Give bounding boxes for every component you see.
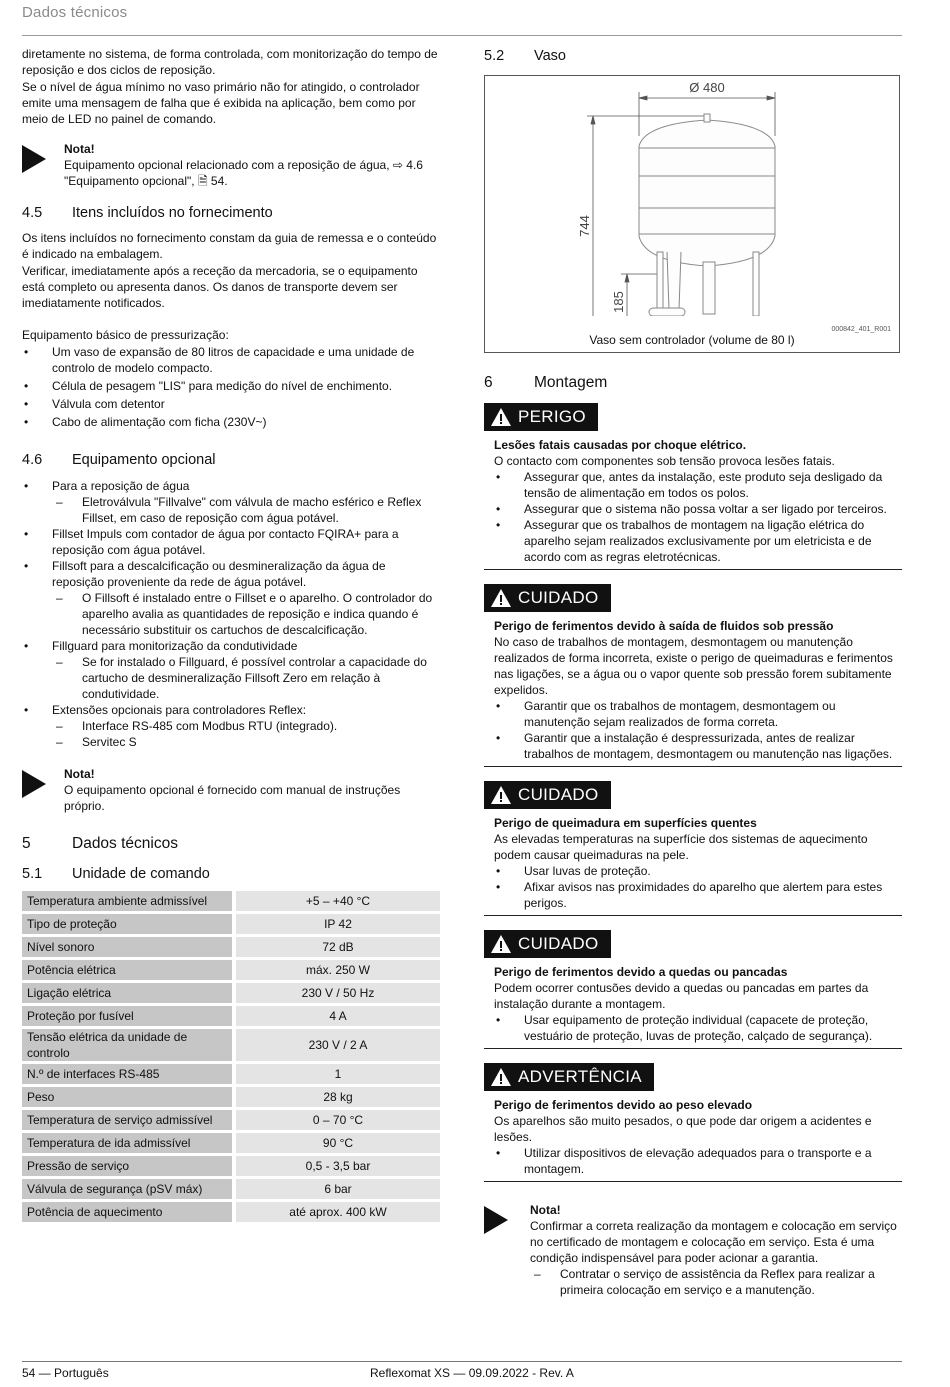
spec-value: 0 – 70 °C — [236, 1110, 440, 1130]
spec-label: Temperatura de serviço admissível — [22, 1110, 232, 1130]
note-box-1 — [22, 141, 440, 189]
hazard-title: Perigo de ferimentos devido a quedas ou pancadas — [494, 965, 788, 979]
hazard-text: No caso de trabalhos de montagem, desmontagem ou manutenção realizados de forma incorreta, existe o perigo de queimaduras e ferimentos nas ligações, se a água ou o vapor quente sob pressão forem subitamente expelidos. — [494, 635, 893, 697]
spec-value: 4 A — [236, 1006, 440, 1026]
hazard-badge: PERIGO — [484, 403, 598, 431]
spec-value: +5 – +40 °C — [236, 891, 440, 911]
spec-label: Tipo de proteção — [22, 914, 232, 934]
spec-label: Tensão elétrica da unidade de controlo — [22, 1029, 232, 1061]
hazard-warning-weight — [484, 1063, 902, 1182]
hazard-badge: CUIDADO — [484, 584, 611, 612]
running-header: Dados técnicos — [22, 4, 128, 21]
spec-table — [22, 888, 440, 1225]
sub-list-item: – Eletroválvula "Fillvalve" com válvula de macho esférico e Reflex Fillset, em caso de reposição com água potável. — [52, 494, 440, 526]
warning-triangle-icon — [490, 785, 512, 805]
header-rule — [22, 35, 902, 36]
section-heading-5-2: 5.2 Vaso — [484, 48, 566, 64]
hazard-text: Podem ocorrer contusões devido a quedas ou pancadas em partes da instalação durante a montagem. — [494, 981, 869, 1011]
spec-label: Nível sonoro — [22, 937, 232, 957]
footer-document: Reflexomat XS — 09.09.2022 - Rev. A — [370, 1366, 574, 1380]
table-row — [22, 914, 440, 934]
spec-label: Temperatura de ida admissível — [22, 1133, 232, 1153]
warning-triangle-icon — [490, 407, 512, 427]
spec-label: Potência elétrica — [22, 960, 232, 980]
list-item: • Fillsoft para a descalcificação ou desmineralização da água de reposição proveniente da rede de água potável. – O Fillsoft é instalado entre o Fillset e o aparelho. O controlador do aparelho avalia as quantidades de reposição e indica quando é necessário substituir os cartuchos de descalcificação. — [22, 558, 440, 638]
spec-value: IP 42 — [236, 914, 440, 934]
list-item: • Fillguard para monitorização da condutividade – Se for instalado o Fillguard, é possível controlar a capacidade do cartucho de desmineralização Fillsoft Zero em relação à condutividade. — [22, 638, 440, 702]
table-row — [22, 1202, 440, 1222]
vessel-figure — [484, 75, 900, 353]
table-row — [22, 1087, 440, 1107]
dimension-height: 744 — [577, 215, 592, 237]
section-heading-4-5: 4.5 Itens incluídos no fornecimento — [22, 205, 273, 221]
list-item: • Fillset Impuls com contador de água por contacto FQIRA+ para a reposição com água potável. — [22, 526, 440, 558]
list-item: • Assegurar que o sistema não possa voltar a ser ligado por terceiros. — [494, 501, 902, 517]
hazard-badge: CUIDADO — [484, 781, 611, 809]
section-heading-5-1: 5.1 Unidade de comando — [22, 866, 210, 882]
figure-caption: Vaso sem controlador (volume de 80 l) — [589, 333, 795, 347]
note-title: Nota! — [64, 767, 95, 781]
note-title: Nota! — [530, 1203, 561, 1217]
dimension-foot: 185 — [611, 291, 626, 313]
hazard-caution-falls — [484, 930, 902, 1049]
table-row — [22, 891, 440, 911]
table-row — [22, 1006, 440, 1026]
right-column — [484, 46, 902, 1312]
footer-rule — [22, 1361, 902, 1362]
list-item: • Usar equipamento de proteção individual (capacete de proteção, vestuário de proteção, luvas de proteção, calçado de segurança). — [494, 1012, 902, 1044]
table-row — [22, 1179, 440, 1199]
list-item: • Utilizar dispositivos de elevação adequados para o transporte e a montagem. — [494, 1145, 902, 1177]
footer-page: 54 — Português — [22, 1366, 109, 1380]
warning-triangle-icon — [490, 588, 512, 608]
s45-paragraph-2: Verificar, imediatamente após a receção da mercadoria, se o equipamento está completo ou apresenta danos. Os danos de transporte devem ser imediatamente notificados. — [22, 264, 418, 310]
table-row — [22, 1110, 440, 1130]
spec-value: 72 dB — [236, 937, 440, 957]
table-row — [22, 983, 440, 1003]
section-heading-6: 6 Montagem — [484, 374, 608, 391]
table-row — [22, 1156, 440, 1176]
section-heading-4-6: 4.6 Equipamento opcional — [22, 452, 216, 468]
sub-list-item: – Servitec S — [52, 734, 440, 750]
spec-value: 6 bar — [236, 1179, 440, 1199]
sub-list-item: – Contratar o serviço de assistência da Reflex para realizar a primeira colocação em serviço e a manutenção. — [530, 1266, 902, 1298]
vessel-drawing — [485, 76, 899, 316]
hazard-text: O contacto com componentes sob tensão provoca lesões fatais. — [494, 454, 835, 468]
list-item: • Para a reposição de água – Eletroválvula "Fillvalve" com válvula de macho esférico e Reflex Fillset, em caso de reposição com água potável. — [22, 478, 440, 526]
s46-list — [22, 478, 440, 750]
spec-label: Proteção por fusível — [22, 1006, 232, 1026]
note-text: Equipamento opcional relacionado com a reposição de água, ⇨ 4.6 "Equipamento opcional", 🗎 54. — [64, 158, 423, 188]
list-item: • Célula de pesagem "LIS" para medição do nível de enchimento. — [22, 378, 440, 394]
table-row — [22, 960, 440, 980]
s45-paragraph-3: Equipamento básico de pressurização: — [22, 328, 229, 342]
list-item: • Cabo de alimentação com ficha (230V~) — [22, 414, 440, 430]
spec-value: máx. 250 W — [236, 960, 440, 980]
spec-label: Pressão de serviço — [22, 1156, 232, 1176]
spec-label: Temperatura ambiente admissível — [22, 891, 232, 911]
table-row — [22, 937, 440, 957]
note-arrow-icon — [484, 1202, 530, 1298]
hazard-danger-electric — [484, 403, 902, 570]
hazard-title: Lesões fatais causadas por choque elétrico. — [494, 438, 747, 452]
spec-value: 28 kg — [236, 1087, 440, 1107]
sub-list-item: – Se for instalado o Fillguard, é possível controlar a capacidade do cartucho de desmineralização Fillsoft Zero em relação à condutividade. — [52, 654, 440, 702]
dimension-diameter: Ø 480 — [689, 80, 725, 95]
note-title: Nota! — [64, 142, 95, 156]
list-item: • Um vaso de expansão de 80 litros de capacidade e uma unidade de controlo de modelo compacto. — [22, 344, 440, 376]
list-item: • Usar luvas de proteção. — [494, 863, 902, 879]
list-item: • Garantir que os trabalhos de montagem, desmontagem ou manutenção sejam realizados de forma correta. — [494, 698, 902, 730]
intro-paragraph-1: diretamente no sistema, de forma controlada, com monitorização do tempo de reposição e dos ciclos de reposição. — [22, 47, 438, 77]
s45-list — [22, 344, 440, 430]
spec-value: 230 V / 2 A — [236, 1029, 440, 1061]
intro-paragraph-2: Se o nível de água mínimo no vaso primário não for atingido, o controlador emite uma mensagem de falha que é exibida na aplicação, bem como por meio de LED no painel de comando. — [22, 80, 420, 126]
spec-label: N.º de interfaces RS-485 — [22, 1064, 232, 1084]
left-column — [22, 46, 440, 1225]
note-text: Confirmar a correta realização da montagem e colocação em serviço no certificado de montagem e colocação em serviço. Esta é uma condição indispensável para poder acionar a garantia. — [530, 1219, 897, 1265]
hazard-text: As elevadas temperaturas na superfície dos sistemas de aquecimento podem causar queimaduras na pele. — [494, 832, 868, 862]
note-box-3 — [484, 1202, 902, 1298]
spec-value: 0,5 - 3,5 bar — [236, 1156, 440, 1176]
hazard-badge: CUIDADO — [484, 930, 611, 958]
note-box-2 — [22, 766, 440, 814]
spec-label: Peso — [22, 1087, 232, 1107]
table-row — [22, 1064, 440, 1084]
list-item: • Extensões opcionais para controladores Reflex: – Interface RS-485 com Modbus RTU (integrado). – Servitec S — [22, 702, 440, 750]
s45-paragraph-1: Os itens incluídos no fornecimento constam da guia de remessa e o conteúdo é indicado na embalagem. — [22, 231, 437, 261]
sub-list-item: – Interface RS-485 com Modbus RTU (integrado). — [52, 718, 440, 734]
hazard-caution-burn — [484, 781, 902, 916]
note-arrow-icon — [22, 141, 64, 189]
spec-label: Ligação elétrica — [22, 983, 232, 1003]
list-item: • Assegurar que, antes da instalação, este produto seja desligado da tensão de alimentação em todos os polos. — [494, 469, 902, 501]
note-text: O equipamento opcional é fornecido com manual de instruções próprio. — [64, 783, 401, 813]
spec-label: Válvula de segurança (pSV máx) — [22, 1179, 232, 1199]
table-row — [22, 1133, 440, 1153]
hazard-title: Perigo de queimadura em superfícies quentes — [494, 816, 757, 830]
hazard-badge: ADVERTÊNCIA — [484, 1063, 654, 1091]
table-row — [22, 1029, 440, 1061]
spec-value: 230 V / 50 Hz — [236, 983, 440, 1003]
hazard-text: Os aparelhos são muito pesados, o que pode dar origem a acidentes e lesões. — [494, 1114, 872, 1144]
hazard-title: Perigo de ferimentos devido ao peso elevado — [494, 1098, 753, 1112]
note-arrow-icon — [22, 766, 64, 814]
spec-value: 1 — [236, 1064, 440, 1084]
hazard-title: Perigo de ferimentos devido à saída de fluidos sob pressão — [494, 619, 834, 633]
spec-value: 90 °C — [236, 1133, 440, 1153]
list-item: • Válvula com detentor — [22, 396, 440, 412]
spec-value: até aprox. 400 kW — [236, 1202, 440, 1222]
hazard-caution-pressure — [484, 584, 902, 767]
warning-triangle-icon — [490, 1067, 512, 1087]
warning-triangle-icon — [490, 934, 512, 954]
section-heading-5: 5 Dados técnicos — [22, 835, 178, 852]
figure-code: 000842_401_R001 — [831, 326, 891, 333]
list-item: • Assegurar que os trabalhos de montagem na ligação elétrica do aparelho sejam realizados exclusivamente por um eletricista e de acordo com as regras eletrotécnicas. — [494, 517, 902, 565]
spec-label: Potência de aquecimento — [22, 1202, 232, 1222]
list-item: • Afixar avisos nas proximidades do aparelho que alertem para estes perigos. — [494, 879, 902, 911]
sub-list-item: – O Fillsoft é instalado entre o Fillset e o aparelho. O controlador do aparelho avalia as quantidades de reposição e indica quando é necessário substituir os cartuchos de descalcificação. — [52, 590, 440, 638]
list-item: • Garantir que a instalação é despressurizada, antes de realizar trabalhos de montagem, desmontagem ou manutenção nas ligações. — [494, 730, 902, 762]
